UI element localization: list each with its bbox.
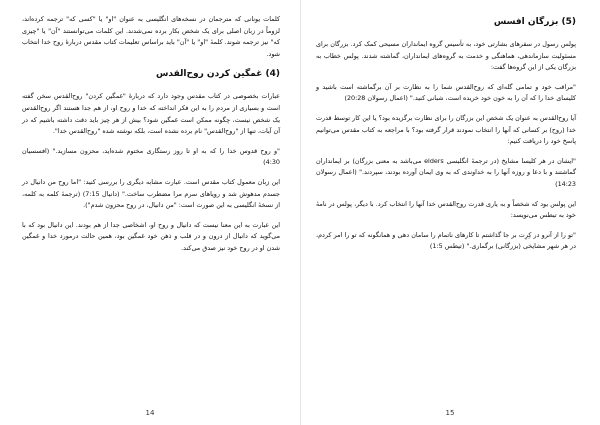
- right-page: [300, 0, 600, 425]
- page-number: 15: [445, 409, 455, 417]
- intro-paragraph: کلمات یونانی که مترجمان در نسخه‌های انگلیسی به عنوان "او" یا "کسی که" ترجمه کرده‌اند، لزوماً در زبان اصلی برای یک شخص بکار برده نمی‌شدند. این کلمات می‌توانستند "آن" یا "چیزی که" نیز ترجمه شوند. کلمۀ "او" یا "آن" باید براساس تعلیمات کتاب مقدس دربارۀ روح خدا انتخاب شود.: [22, 15, 280, 58]
- quote-paragraph: "ایشان در هر کلیسا مشایخ (در ترجمۀ انگلیسی elders می‌باشد به معنی بزرگان) بر ایمانداران گماشتند و با دعا و روزه آنها را به خداوندی که به وی ایمان آورده بودند، سپردند." (اعمال رسولان 14:23): [316, 156, 576, 188]
- paragraph: آیا روح‌القدس به عنوان یک شخص این بزرگان را برای نظارت برگزیده بود؟ یا این کار توسط قدرت خدا (روح) بر کسانی که آنها را انتخاب نمودند قرار گرفته بود؟ با مراجعه به کتاب مقدس می‌توانیم پاسخ خود را دریافت کنیم:: [316, 113, 576, 146]
- paragraph: عبارات بخصوصی در کتاب مقدس وجود دارد که دربارۀ "غمگین کردن" روح‌القدس سخن گفته است و بسیاری از مردم را به این فکر انداخته که خدا و روح او، از هم جدا هستند اگر روح‌القدس یک شخص نیست، چگونه ممکن است غمگین شود؟ بیش از هر چیز باید دقت داشته باشیم که در آن آیات، تنها از "روح‌القدس" نام برده نشده است، بلکه نوشته شده "روح‌القدس خدا".: [22, 92, 280, 136]
- paragraph: این پولس بود که شخصاً و به یاری قدرت روح‌القدس خدا آنها را انتخاب کرد. با دیگر، پولس در نامۀ خود به تیطس می‌نویسد:: [316, 199, 576, 220]
- quote-paragraph: "تو را از آنرو در کِرِت بر جا گذاشتم تا کارهای ناتمام را سامان دهی و همانگونه که تو را امر کردم، در هر شهر مشایخی (بزرگانی) برگماری." (تیطس 1:5): [316, 230, 576, 251]
- paragraph: این زبان معمول کتاب مقدس است. عبارت مشابه دیگری را بررسی کنید: "اما روح من دانیال در جسدم مدهوش شد و رویاهای سرم مرا مضطرب ساخت." (دانیال 7:15) (ترجمۀ کلمه به کلمه، از نسخۀ انگلیسی به این صورت است: "من دانیال، در روح محزون شدم").: [22, 177, 280, 210]
- section-heading: (4) غمگین کردن روح‌القدس: [155, 69, 280, 80]
- quote-paragraph: "مراقب خود و تمامی گله‌ای که روح‌القدس شما را به نظارت بر آن برگماشته است باشید و کلیسای خدا را که آن را به خون خود خریده است، شبانی کنید." (اعمال رسولان 20:28): [316, 82, 576, 103]
- page-number: 14: [145, 409, 155, 417]
- page-gutter: [300, 0, 301, 425]
- quote-paragraph: "و روح قدوس خدا را که به او تا روز رستگاری مختوم شده‌اید، محزون مسازید." (افسسیان 4:30): [22, 146, 280, 167]
- section-heading: (5) بزرگان افسس: [493, 17, 576, 27]
- paragraph: پولس رسول در سفرهای بشارتی خود، به تأسیس گروه ایمانداران مسیحی کمک کرد. بزرگان برای مسئولیت سازماندهی، هماهنگی و خدمت به گروه‌های ایمانداران، گماشته شدند. پولس خطاب به بزرگان یکی از این گروه‌ها گفت:: [316, 40, 576, 72]
- paragraph: این عبارت به این معنا نیست که دانیال و روح او، اشخاصی جدا از هم بودند. این دانیال بود که با می‌گوید که دانیال از درون و در قلب و ذهن خود غمگین بود، همین حالت درمورد خدا و غمگین شدن او در روح خود نیز صدق می‌کند.: [22, 220, 280, 252]
